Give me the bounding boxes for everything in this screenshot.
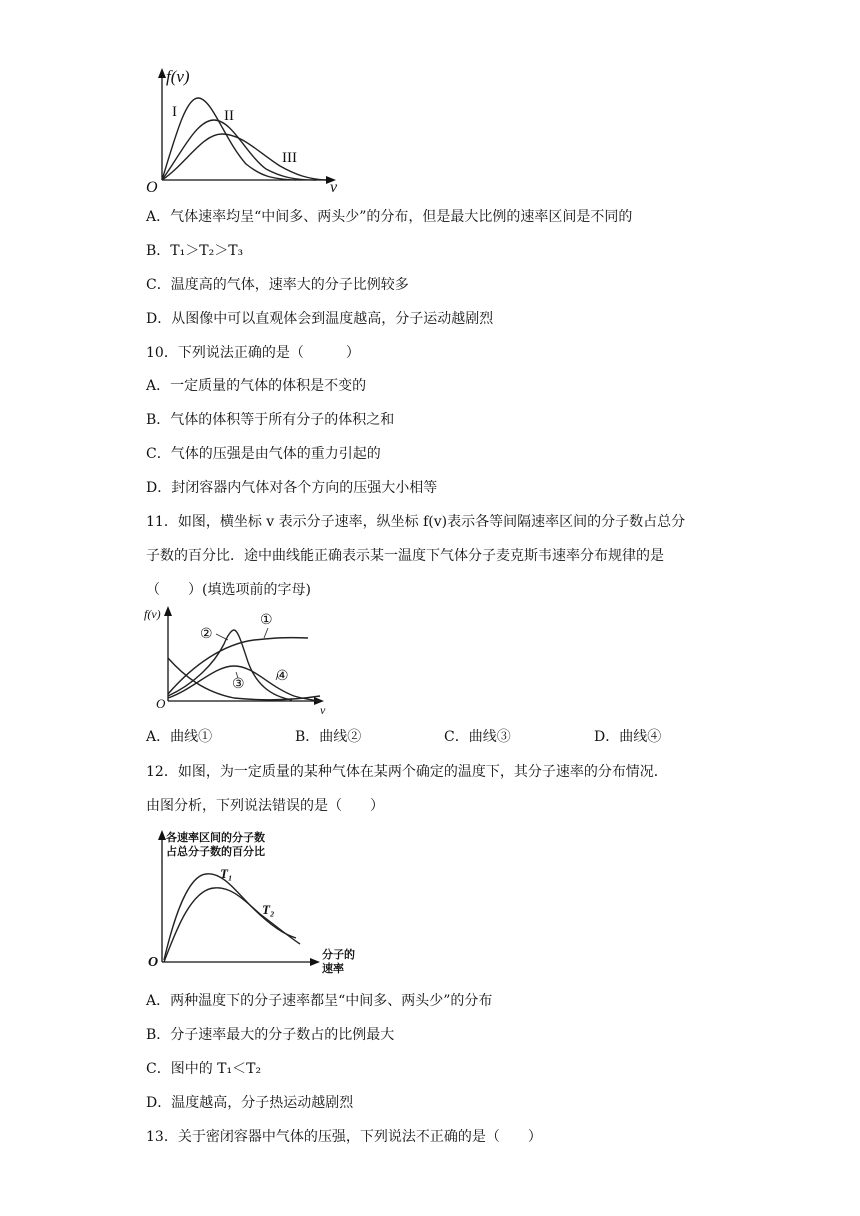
fig3-curve-label-T1: T₁ — [220, 866, 233, 881]
fig2-curve-label-1: ① — [260, 613, 273, 628]
figure-1-speed-distribution — [146, 64, 346, 196]
fig1-curve-label-III: III — [282, 150, 297, 166]
fig2-curve-label-3: ③ — [232, 677, 245, 692]
fig3-y-arrow — [158, 830, 166, 840]
q12-option-d: D．温度越高，分子热运动越剧烈 — [146, 1095, 354, 1111]
q11-option-c: C．曲线③ — [444, 729, 511, 745]
fig1-curve-label-II: II — [224, 108, 234, 124]
q10-option-a: A．一定质量的气体的体积是不变的 — [146, 378, 367, 394]
fig3-x-label-line-2: 速率 — [322, 963, 344, 975]
q13-stem: 13．关于密闭容器中气体的压强，下列说法不正确的是（ ） — [146, 1129, 542, 1145]
fig1-origin: O — [146, 179, 158, 196]
fig1-y-arrow — [158, 68, 166, 78]
q12-stem-line-1: 12．如图，为一定质量的某种气体在某两个确定的温度下，其分子速率的分布情况． — [146, 764, 668, 780]
fig3-x-arrow — [310, 958, 320, 966]
fig3-curve-label-T2: T₂ — [262, 902, 275, 917]
q12-option-a: A．两种温度下的分子速率都呈“中间多、两头少”的分布 — [146, 993, 493, 1009]
fig1-x-label: v — [330, 179, 338, 196]
fig1-y-label: f(v) — [166, 67, 190, 86]
q11-stem-line-2: 子数的百分比．途中曲线能正确表示某一温度下气体分子麦克斯韦速率分布规律的是 — [146, 548, 664, 564]
fig3-y-label-line-2: 占总分子数的百分比 — [166, 846, 265, 858]
q9-option-a: A．气体速率均呈“中间多、两头少”的分布，但是最大比例的速率区间是不同的 — [146, 209, 633, 225]
fig2-curve-label-4: ④ — [276, 669, 289, 684]
fig2-y-arrow — [164, 606, 172, 616]
fig2-x-label: v — [320, 703, 326, 717]
q10-option-b: B．气体的体积等于所有分子的体积之和 — [146, 412, 395, 428]
q9-option-b: B．T₁＞T₂＞T₃ — [146, 243, 244, 259]
fig1-curve-III — [162, 134, 326, 180]
figure-2-four-curves — [144, 604, 344, 716]
q10-option-c: C．气体的压强是由气体的重力引起的 — [146, 446, 381, 462]
q11-option-b: B．曲线② — [295, 729, 362, 745]
fig3-origin: O — [148, 955, 159, 970]
fig2-y-label: f(v) — [144, 607, 161, 621]
fig2-curve-label-2: ② — [200, 627, 213, 642]
q11-option-a: A．曲线① — [146, 729, 213, 745]
q12-stem-line-2: 由图分析，下列说法错误的是（ ） — [146, 798, 384, 814]
q10-option-d: D．封闭容器内气体对各个方向的压强大小相等 — [146, 480, 438, 496]
q11-stem-line-1: 11．如图，横坐标 v 表示分子速率，纵坐标 f(v)表示各等间隔速率区间的分子数占总分 — [146, 514, 686, 530]
q11-stem-line-3: （ ）(填选项前的字母) — [146, 582, 311, 598]
figure-3-two-temperatures — [146, 826, 366, 976]
fig2-origin: O — [156, 696, 166, 711]
q12-option-b: B．分子速率最大的分子数占的比例最大 — [146, 1027, 395, 1043]
fig3-y-label-line-1: 各速率区间的分子数 — [166, 832, 265, 844]
q9-option-d: D．从图像中可以直观体会到温度越高，分子运动越剧烈 — [146, 311, 494, 327]
fig1-curve-label-I: I — [172, 104, 177, 120]
q11-option-d: D．曲线④ — [594, 729, 662, 745]
fig3-curve-T2 — [164, 888, 300, 962]
fig3-x-label-line-1: 分子的 — [322, 949, 355, 961]
fig2-leader-1 — [264, 628, 268, 638]
fig2-leader-2 — [216, 634, 228, 640]
q10-stem: 10．下列说法正确的是（ ） — [146, 345, 360, 361]
q9-option-c: C．温度高的气体，速率大的分子比例较多 — [146, 277, 409, 293]
q12-option-c: C．图中的 T₁＜T₂ — [146, 1061, 262, 1077]
